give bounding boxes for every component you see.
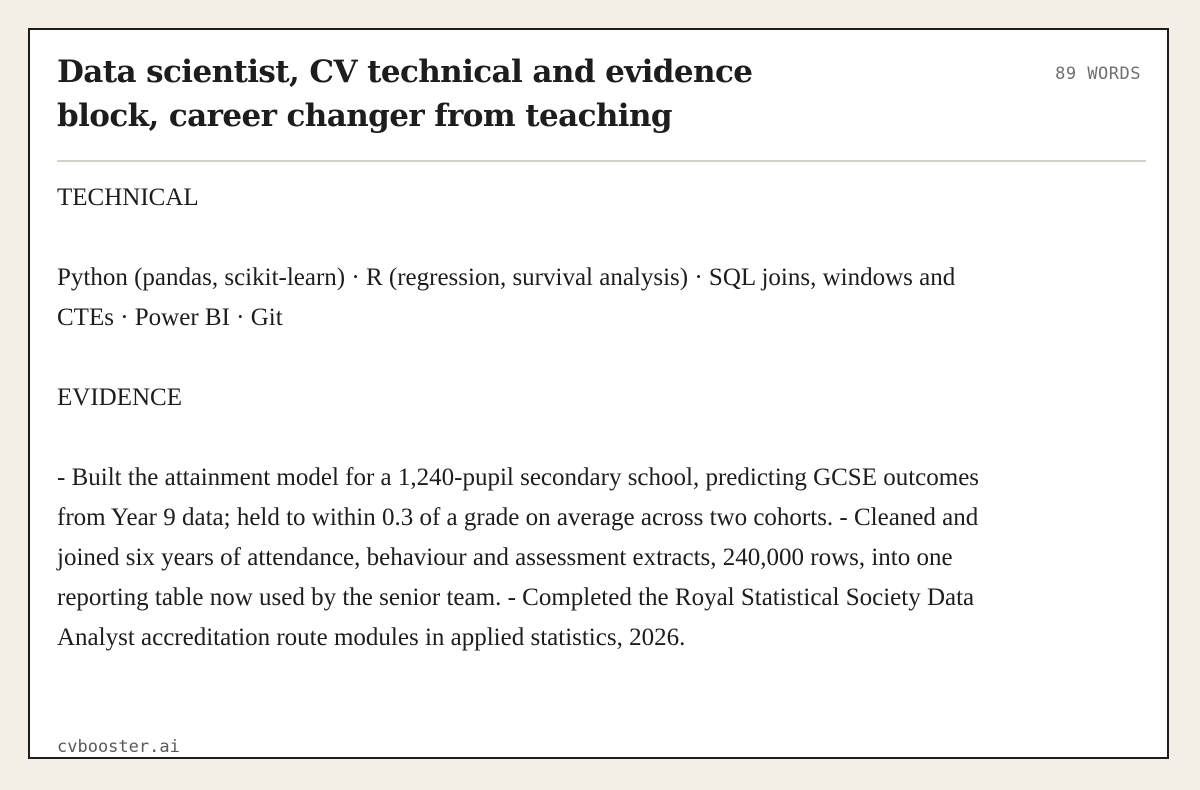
card-title: Data scientist, CV technical and evidence block, career changer from teaching: [57, 54, 753, 134]
cv-card: [28, 28, 1169, 759]
title-divider: [57, 160, 1146, 162]
word-count-badge: 89 WORDS: [1055, 64, 1141, 84]
evidence-text: - Built the attainment model for a 1,240-pupil secondary school, predicting GCSE outcomes from Year 9 data; held to within 0.3 of a grade on average across two cohorts. - Cleaned and joined six years of attendance, behaviour and assessment extracts, 240,000 rows, into one reporting table now used by the senior team. - Completed the Royal Statistical Society Data Analyst accreditation route modules in applied statistics, 2026.: [57, 464, 980, 651]
evidence-heading: EVIDENCE: [57, 384, 182, 411]
cv-block-body: [57, 178, 987, 698]
technical-heading: TECHNICAL: [57, 184, 199, 211]
technical-skills-text: Python (pandas, scikit-learn) · R (regression, survival analysis) · SQL joins, windows and CTEs · Power BI · Git: [57, 264, 956, 331]
brand-watermark: cvbooster.ai: [57, 737, 180, 757]
